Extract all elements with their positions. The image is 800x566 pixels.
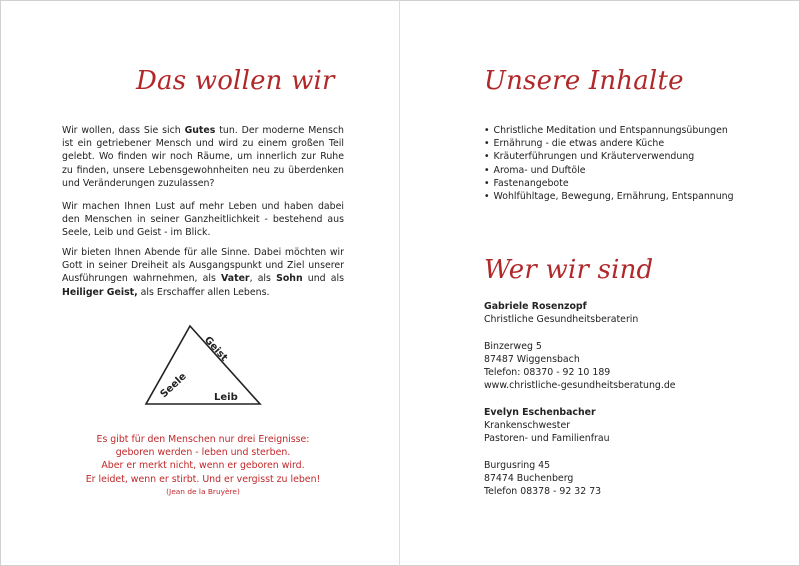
contact-phone: Telefon 08378 - 92 32 73 — [484, 486, 602, 498]
paragraph-abende — [62, 246, 344, 299]
list-item: • Fastenangebote — [484, 177, 734, 190]
contact-street: Burgusring 45 — [484, 459, 551, 471]
p1-text-c: tun. Der moderne Mensch ist ein getriebener Mensch und wird zu einem großen Teil gelebt. Wo finden wir noch Räume, um innerlich zur Ruhe zu finden, unsere Lebensgewohnheiten neu zu überdenken und Veränderungen zuzulassen? — [62, 125, 344, 189]
contact-name: Gabriele Rosenzopf — [484, 301, 587, 312]
p3-bold-heiliger-geist: Heiliger Geist, — [62, 286, 138, 298]
p3-text-c: , als — [249, 273, 277, 285]
contact-city: 87474 Buchenberg — [484, 473, 574, 484]
contact-name: Evelyn Eschenbacher — [484, 407, 596, 418]
list-item: • Wohlfühltage, Bewegung, Ernährung, Entspannung — [484, 190, 734, 203]
p3-text-a: Wir bieten Ihnen Abende für alle Sinne. Dabei möchten wir Gott in seiner Dreiheit als Ausgangspunkt und Ziel unserer Ausführungen wahrnehmen, als — [62, 247, 344, 285]
quote-author: (Jean de la Bruyère) — [166, 486, 240, 496]
quote-block — [62, 433, 344, 497]
triangle-label-leib: Leib — [214, 392, 238, 403]
p1-text-a: Wir wollen, dass Sie sich — [62, 125, 185, 136]
contact-website: www.christliche-gesundheitsberatung.de — [484, 380, 676, 392]
center-fold — [399, 0, 400, 566]
list-item: • Aroma- und Duftöle — [484, 164, 734, 177]
heading-das-wollen-wir: Das wollen wir — [136, 66, 335, 96]
heading-unsere-inhalte: Unsere Inhalte — [484, 66, 684, 96]
p3-text-e: und als — [302, 273, 344, 285]
list-item: • Kräuterführungen und Kräuterverwendung — [484, 150, 734, 163]
quote-line-2: geboren werden - leben und sterben. — [115, 447, 291, 459]
contact-street: Binzerweg 5 — [484, 340, 542, 352]
contact-role: Pastoren- und Familienfrau — [484, 433, 610, 445]
quote-line-1: Es gibt für den Menschen nur drei Ereignisse: — [96, 434, 310, 445]
contact-evelyn — [484, 406, 610, 498]
p1-bold-gutes: Gutes — [184, 125, 216, 136]
paragraph-intro — [62, 124, 344, 190]
triangle-label-seele: Seele — [158, 371, 189, 401]
quote-line-3: Aber er merkt nicht, wenn er geboren wird. — [101, 460, 305, 472]
triangle-diagram — [140, 322, 270, 412]
p3-bold-sohn: Sohn — [276, 273, 303, 285]
list-item: • Christliche Meditation und Entspannungsübungen — [484, 124, 734, 137]
contact-role: Krankenschwester — [484, 420, 571, 432]
list-item: • Ernährung - die etwas andere Küche — [484, 137, 734, 150]
quote-line-4: Er leidet, wenn er stirbt. Und er vergisst zu leben! — [85, 473, 321, 485]
triangle-label-geist: Geist — [201, 334, 230, 364]
contact-phone: Telefon: 08370 - 92 10 189 — [484, 367, 611, 378]
p3-bold-vater: Vater — [221, 273, 250, 285]
contact-city: 87487 Wiggensbach — [484, 353, 580, 365]
paragraph-lust-auf-leben: Wir machen Ihnen Lust auf mehr Leben und haben dabei den Menschen in seiner Ganzheitlichkeit - bestehend aus Seele, Leib und Geist - im Blick. — [62, 201, 344, 239]
contact-gabriele — [484, 300, 676, 392]
p3-text-g: als Erschaffer allen Lebens. — [137, 286, 270, 298]
heading-wer-wir-sind: Wer wir sind — [484, 255, 654, 285]
contact-role: Christliche Gesundheitsberaterin — [484, 314, 639, 326]
inhalte-list — [484, 124, 734, 203]
